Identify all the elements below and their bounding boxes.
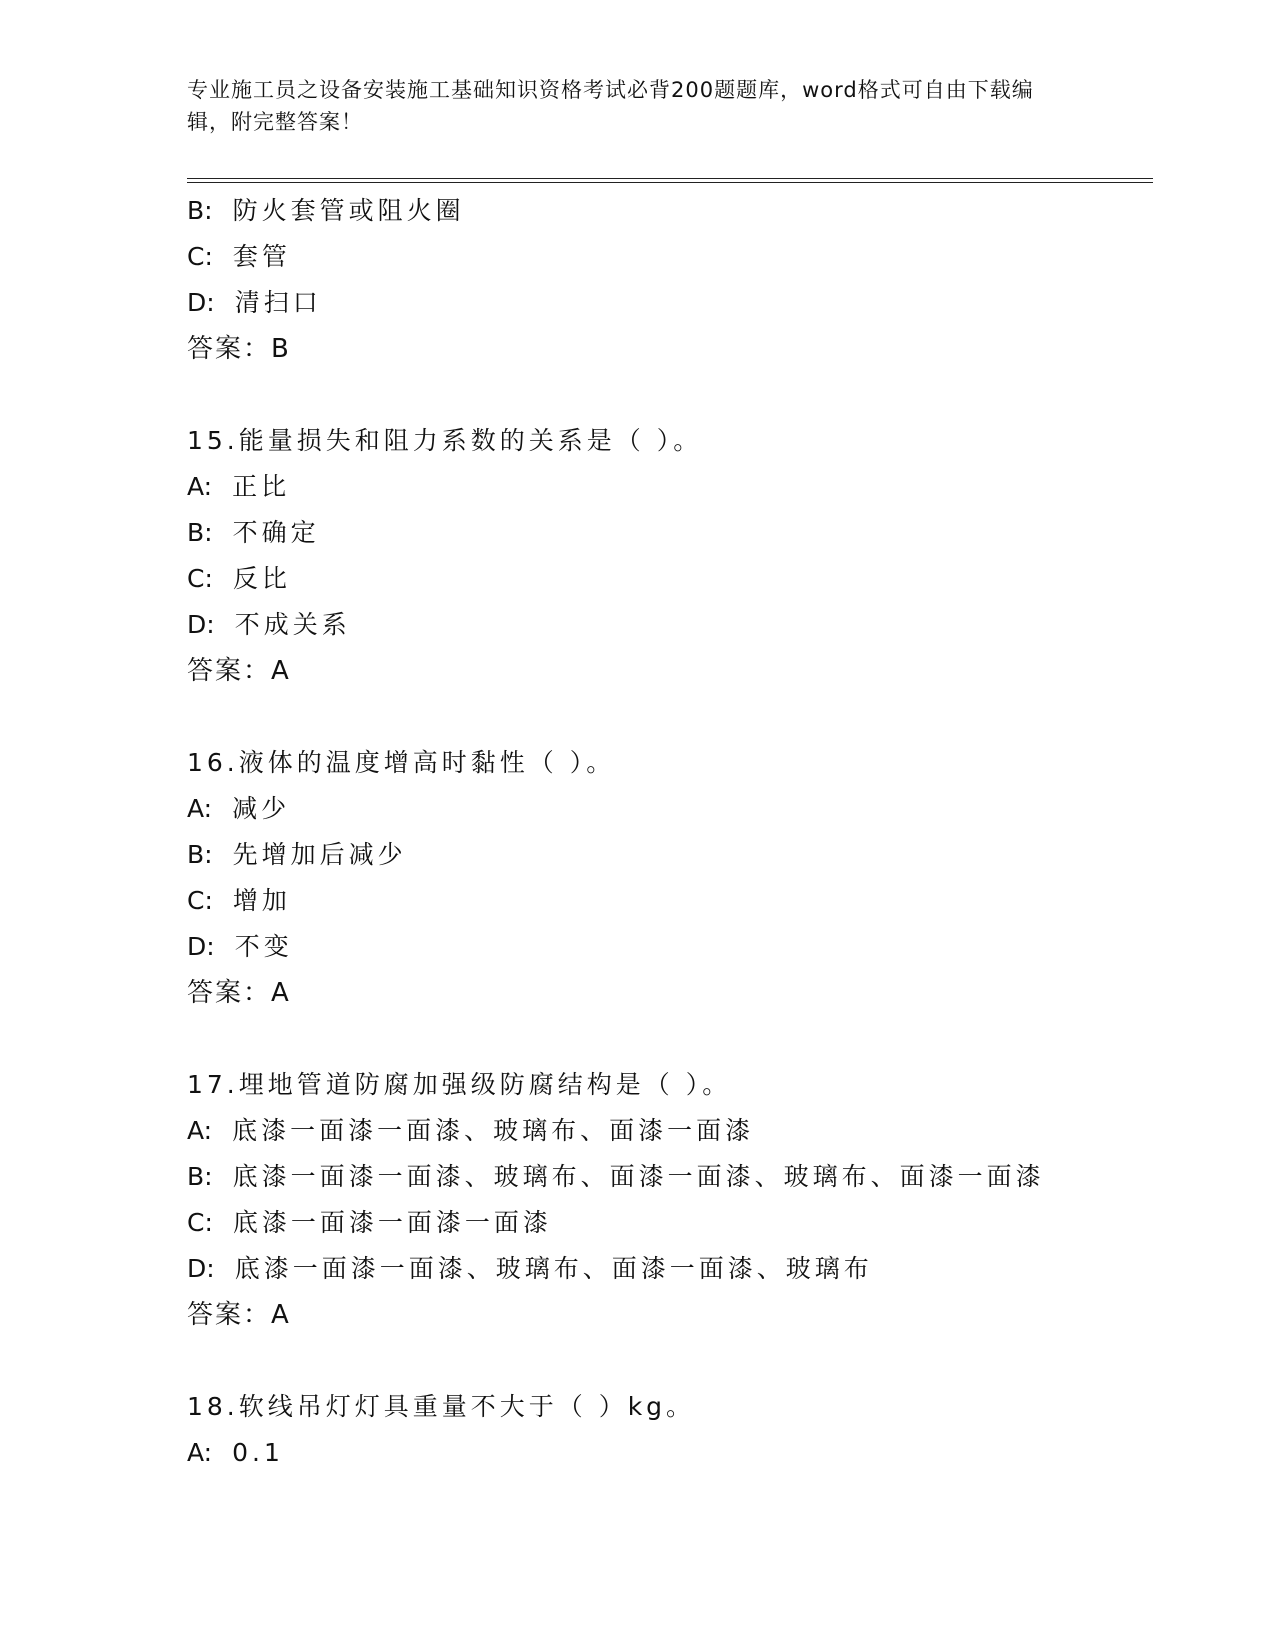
option-line — [187, 464, 1187, 510]
option-separator: : — [203, 794, 213, 823]
option-separator: : — [203, 472, 213, 501]
option-line — [187, 1430, 1187, 1476]
option-line — [187, 234, 1187, 280]
option-line — [187, 1108, 1187, 1154]
option-letter: C — [187, 564, 205, 593]
option-line — [187, 556, 1187, 602]
option-letter: C — [187, 242, 205, 271]
header-rule-bottom — [187, 182, 1153, 183]
option-text: 增加 — [232, 886, 291, 915]
option-text: 底漆一面漆一面漆一面漆 — [232, 1208, 552, 1237]
option-text: 正比 — [232, 472, 291, 501]
answer-line: 答案：A — [187, 1300, 291, 1330]
option-text: 0.1 — [232, 1438, 284, 1467]
option-line — [187, 1154, 1187, 1200]
option-line — [187, 1200, 1187, 1246]
option-line — [187, 510, 1187, 556]
option-separator: : — [206, 1254, 215, 1283]
option-text: 防火套管或阻火圈 — [232, 196, 465, 225]
option-letter: B — [187, 518, 205, 547]
option-text: 清扫口 — [234, 288, 322, 317]
option-text: 反比 — [232, 564, 291, 593]
option-letter: D — [187, 610, 207, 639]
option-separator: : — [206, 932, 215, 961]
option-separator: : — [204, 564, 213, 593]
question-list — [187, 188, 1187, 1476]
option-text: 不变 — [234, 932, 293, 961]
option-text: 底漆一面漆一面漆、玻璃布、面漆一面漆 — [232, 1116, 755, 1145]
option-text: 不成关系 — [234, 610, 351, 639]
option-separator: : — [204, 1208, 213, 1237]
header-rule-top — [187, 178, 1153, 179]
option-line — [187, 786, 1187, 832]
option-letter: A — [187, 794, 204, 823]
answer-line: 答案：A — [187, 656, 291, 686]
option-line — [187, 280, 1187, 326]
option-letter: D — [187, 932, 207, 961]
option-line — [187, 924, 1187, 970]
option-letter: D — [187, 1254, 207, 1283]
option-text: 先增加后减少 — [232, 840, 407, 869]
option-separator: : — [206, 610, 215, 639]
question-title: 16.液体的温度增高时黏性（ ）。 — [187, 748, 616, 777]
option-separator: : — [204, 840, 213, 869]
option-text: 减少 — [232, 794, 291, 823]
option-text: 不确定 — [232, 518, 320, 547]
option-separator: : — [204, 1162, 213, 1191]
option-letter: B — [187, 1162, 205, 1191]
option-letter: A — [187, 1438, 204, 1467]
option-letter: C — [187, 886, 205, 915]
option-letter: B — [187, 840, 205, 869]
answer-line: 答案：A — [187, 978, 291, 1008]
option-line — [187, 832, 1187, 878]
option-letter: C — [187, 1208, 205, 1237]
option-separator: : — [204, 242, 213, 271]
option-letter: A — [187, 1116, 204, 1145]
option-separator: : — [204, 518, 213, 547]
option-line — [187, 188, 1187, 234]
option-text: 底漆一面漆一面漆、玻璃布、面漆一面漆、玻璃布、面漆一面漆 — [232, 1162, 1045, 1191]
option-separator: : — [204, 196, 213, 225]
option-separator: : — [206, 288, 215, 317]
option-line — [187, 602, 1187, 648]
answer-line: 答案：B — [187, 334, 291, 364]
option-separator: : — [203, 1438, 213, 1467]
option-separator: : — [203, 1116, 213, 1145]
option-letter: D — [187, 288, 207, 317]
option-letter: A — [187, 472, 204, 501]
option-text: 套管 — [232, 242, 291, 271]
document-header: 专业施工员之设备安装施工基础知识资格考试必背200题题库，word格式可自由下载编辑，附完整答案！ — [187, 78, 1034, 134]
option-letter: B — [187, 196, 205, 225]
option-separator: : — [204, 886, 213, 915]
question-title: 17.埋地管道防腐加强级防腐结构是（ ）。 — [187, 1070, 732, 1099]
option-line — [187, 1246, 1187, 1292]
question-title: 18.软线吊灯灯具重量不大于（ ）kg。 — [187, 1392, 696, 1421]
question-title: 15.能量损失和阻力系数的关系是（ ）。 — [187, 426, 703, 455]
option-text: 底漆一面漆一面漆、玻璃布、面漆一面漆、玻璃布 — [234, 1254, 873, 1283]
option-line — [187, 878, 1187, 924]
